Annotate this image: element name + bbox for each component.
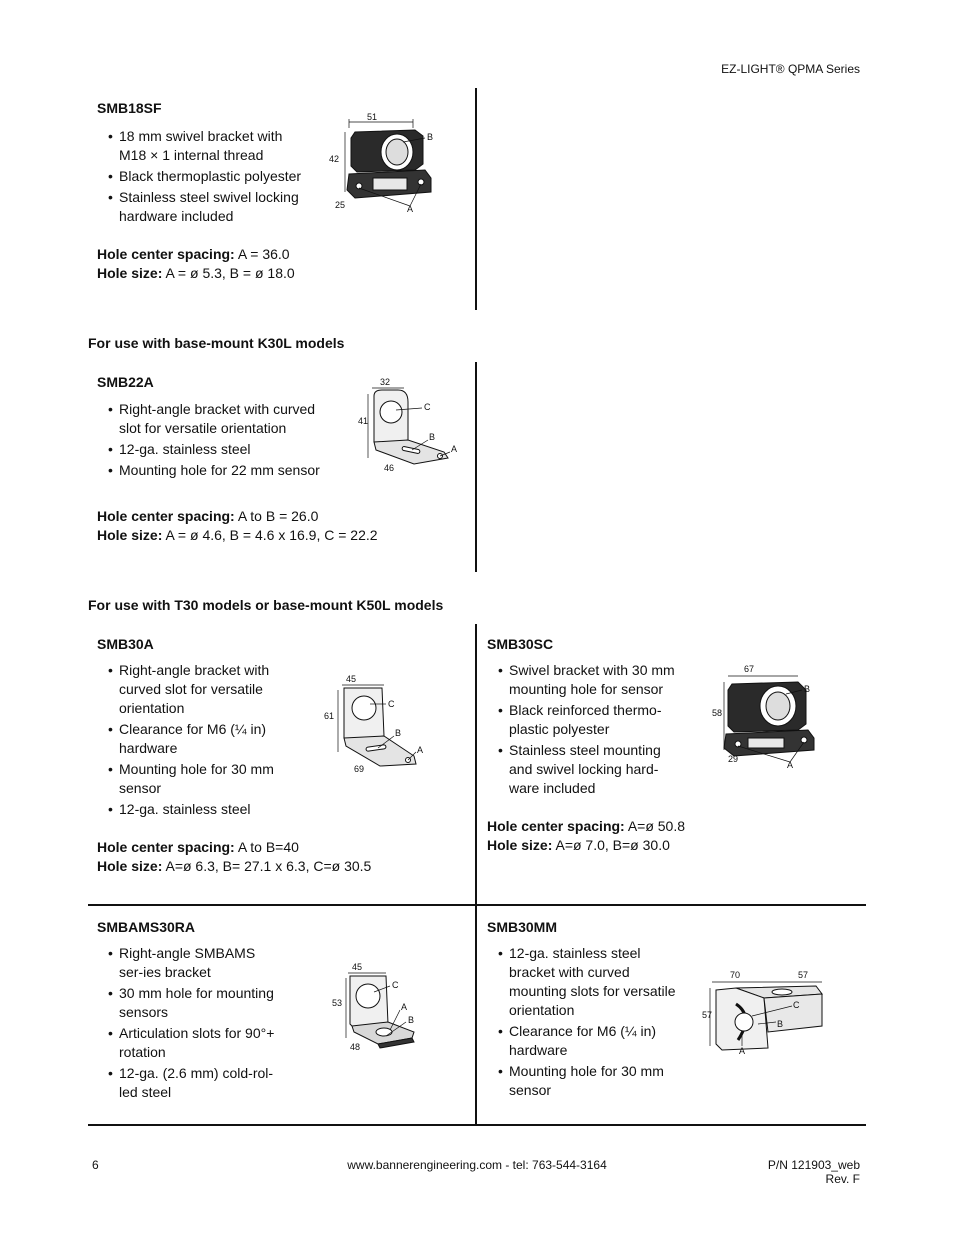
feature-list-smb30mm bbox=[487, 944, 677, 1102]
feature-item: • Right-angle SMBAMS ser-ies bracket bbox=[97, 944, 282, 982]
dimension-label: 58 bbox=[712, 708, 723, 718]
feature-item: • Black reinforced thermo-plastic polyester bbox=[487, 701, 677, 739]
feature-item: • Clearance for M6 (¼ in) hardware bbox=[97, 720, 275, 758]
page-number: 6 bbox=[92, 1158, 99, 1172]
feature-list-smb30a bbox=[97, 661, 275, 821]
dimension-label: 53 bbox=[332, 998, 343, 1008]
spec-value: A = ø 5.3, B = ø 18.0 bbox=[162, 265, 295, 281]
feature-item: • 12-ga. stainless steel bbox=[97, 440, 337, 459]
specs-smb30a bbox=[97, 838, 467, 876]
spec-value: A to B=40 bbox=[234, 839, 299, 855]
feature-item: • Clearance for M6 (¼ in) hardware bbox=[487, 1022, 677, 1060]
column-divider bbox=[475, 88, 477, 310]
bracket-drawing-smb30sc bbox=[708, 662, 820, 772]
callout-label: B bbox=[777, 1019, 784, 1029]
feature-item: • Right-angle bracket with curved slot for versatile orientation bbox=[97, 661, 275, 718]
column-divider bbox=[475, 362, 477, 572]
feature-item: • 12-ga. (2.6 mm) cold-rol-led steel bbox=[97, 1064, 282, 1102]
row-divider bbox=[88, 904, 866, 906]
bracket-drawing-smb18sf bbox=[325, 112, 445, 217]
product-title-smb30a: SMB30A bbox=[97, 636, 154, 652]
spec-value: A=ø 50.8 bbox=[624, 818, 686, 834]
feature-item: • Black thermoplastic polyester bbox=[97, 167, 307, 186]
feature-list-smb22a bbox=[97, 400, 337, 482]
dimension-label: 32 bbox=[380, 377, 391, 387]
dimension-label: 42 bbox=[329, 154, 340, 164]
feature-list-smbams30ra bbox=[97, 944, 282, 1104]
feature-item: • 12-ga. stainless steel bbox=[97, 800, 275, 819]
dimension-label: 51 bbox=[367, 112, 378, 122]
spec-label: Hole center spacing: bbox=[97, 839, 235, 855]
callout-label: B bbox=[429, 432, 436, 442]
feature-item: • Mounting hole for 22 mm sensor bbox=[97, 461, 337, 480]
callout-label: A bbox=[787, 760, 794, 770]
dimension-label: 61 bbox=[324, 711, 335, 721]
section-heading-t30: For use with T30 models or base-mount K50L models bbox=[88, 597, 444, 613]
dimension-label: 69 bbox=[354, 764, 365, 774]
product-title-smb30mm: SMB30MM bbox=[487, 919, 558, 935]
dimension-label: 45 bbox=[352, 962, 363, 972]
section-heading-k30l: For use with base-mount K30L models bbox=[88, 335, 345, 351]
dimension-label: 29 bbox=[728, 754, 739, 764]
spec-label: Hole size: bbox=[97, 265, 163, 281]
dimension-label: 70 bbox=[730, 970, 741, 980]
feature-item: • 12-ga. stainless steel bracket with curved mounting slots for versatile orientation bbox=[487, 944, 677, 1020]
spec-value: A=ø 7.0, B=ø 30.0 bbox=[552, 837, 670, 853]
dimension-label: 41 bbox=[358, 416, 369, 426]
spec-label: Hole size: bbox=[487, 837, 553, 853]
callout-label: C bbox=[793, 1000, 800, 1010]
feature-item: • Stainless steel swivel locking hardware included bbox=[97, 188, 307, 226]
callout-label: B bbox=[804, 684, 811, 694]
callout-label: B bbox=[395, 728, 402, 738]
feature-item: • 18 mm swivel bracket with M18 × 1 internal thread bbox=[97, 127, 307, 165]
product-title-smbams30ra: SMBAMS30RA bbox=[97, 919, 196, 935]
dimension-label: 48 bbox=[350, 1042, 361, 1052]
spec-label: Hole size: bbox=[97, 858, 163, 874]
feature-list-smb18sf bbox=[97, 127, 307, 228]
spec-value: A = 36.0 bbox=[234, 246, 290, 262]
specs-smb18sf bbox=[97, 245, 457, 283]
footer-contact: www.bannerengineering.com - tel: 763-544-3164 bbox=[347, 1158, 607, 1172]
callout-label: A bbox=[739, 1046, 746, 1056]
callout-label: C bbox=[388, 699, 395, 709]
callout-label: B bbox=[427, 132, 434, 142]
callout-label: A bbox=[417, 745, 424, 755]
dimension-label: 45 bbox=[346, 674, 357, 684]
column-divider bbox=[475, 624, 477, 1124]
spec-value: A=ø 6.3, B= 27.1 x 6.3, C=ø 30.5 bbox=[162, 858, 372, 874]
document-series-header: EZ-LIGHT® QPMA Series bbox=[721, 62, 860, 76]
product-title-smb18sf: SMB18SF bbox=[97, 100, 162, 116]
dimension-label: 67 bbox=[744, 664, 755, 674]
dimension-label: 57 bbox=[702, 1010, 713, 1020]
callout-label: A bbox=[401, 1002, 408, 1012]
bracket-drawing-smb22a bbox=[352, 376, 464, 476]
product-title-smb22a: SMB22A bbox=[97, 374, 154, 390]
product-title-smb30sc: SMB30SC bbox=[487, 636, 554, 652]
feature-item: • Stainless steel mounting and swivel locking hard-ware included bbox=[487, 741, 677, 798]
spec-value: A = ø 4.6, B = 4.6 x 16.9, C = 22.2 bbox=[162, 527, 378, 543]
footer-part-number bbox=[768, 1158, 860, 1186]
feature-list-smb30sc bbox=[487, 661, 677, 800]
feature-item: • 30 mm hole for mounting sensors bbox=[97, 984, 282, 1022]
dimension-label: 25 bbox=[335, 200, 346, 210]
row-divider bbox=[88, 1124, 866, 1126]
spec-label: Hole size: bbox=[97, 527, 163, 543]
feature-item: • Mounting hole for 30 mm sensor bbox=[487, 1062, 677, 1100]
specs-smb30sc bbox=[487, 817, 857, 855]
feature-item: • Swivel bracket with 30 mm mounting hole for sensor bbox=[487, 661, 677, 699]
specs-smb22a bbox=[97, 507, 467, 545]
spec-label: Hole center spacing: bbox=[97, 246, 235, 262]
part-number: P/N 121903_web bbox=[767, 1158, 860, 1172]
feature-item: • Mounting hole for 30 mm sensor bbox=[97, 760, 275, 798]
bracket-drawing-smb30a bbox=[320, 672, 432, 777]
dimension-label: 46 bbox=[384, 463, 395, 473]
callout-label: B bbox=[408, 1015, 415, 1025]
callout-label: A bbox=[451, 444, 458, 454]
revision: Rev. F bbox=[825, 1172, 860, 1186]
spec-value: A to B = 26.0 bbox=[234, 508, 319, 524]
bracket-drawing-smbams30ra bbox=[328, 958, 428, 1058]
callout-label: C bbox=[424, 402, 431, 412]
spec-label: Hole center spacing: bbox=[487, 818, 625, 834]
feature-item: • Articulation slots for 90°+ rotation bbox=[97, 1024, 282, 1062]
dimension-label: 57 bbox=[798, 970, 809, 980]
bracket-drawing-smb30mm bbox=[698, 966, 828, 1061]
spec-label: Hole center spacing: bbox=[97, 508, 235, 524]
callout-label: A bbox=[407, 204, 414, 214]
feature-item: • Right-angle bracket with curved slot for versatile orientation bbox=[97, 400, 337, 438]
callout-label: C bbox=[392, 980, 399, 990]
